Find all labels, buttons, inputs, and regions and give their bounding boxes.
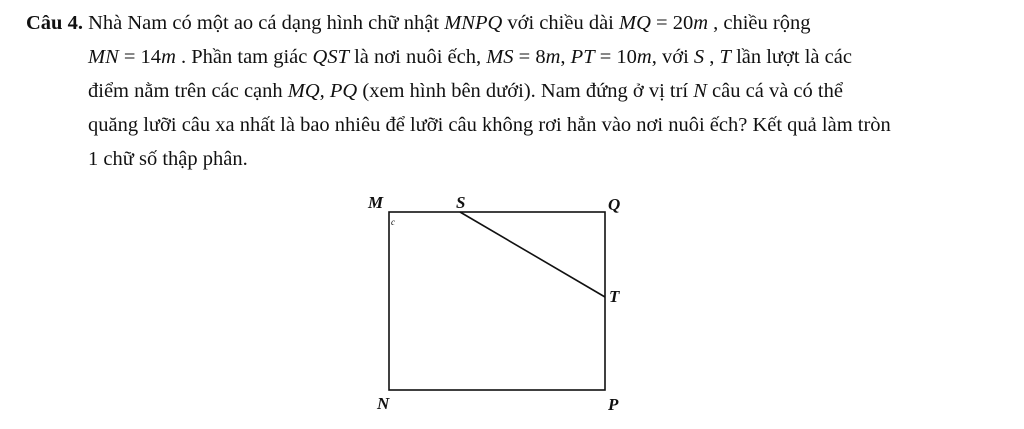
label-s: S — [456, 193, 466, 212]
pond-figure — [350, 188, 650, 424]
math-segment-mn: MN — [88, 46, 119, 68]
label-p: P — [608, 395, 619, 414]
math-unit: m — [636, 46, 652, 68]
math-value: = 8 — [513, 46, 546, 68]
math-value: = 20 — [650, 12, 694, 34]
text-segment: , chiều rộng — [708, 12, 811, 34]
math-separator: , — [560, 46, 571, 68]
math-unit: m — [693, 12, 709, 34]
label-m: M — [368, 193, 384, 212]
text-segment: (xem hình bên dưới). Nam đứng ở vị trí — [357, 80, 694, 102]
problem-line-2 — [26, 40, 1016, 74]
math-segment-mq: MQ — [619, 12, 651, 34]
math-segment-ms: MS — [486, 46, 514, 68]
pond-rectangle — [389, 212, 605, 390]
text-segment: câu cá và có thể — [706, 80, 843, 102]
problem-text — [26, 6, 1016, 176]
label-n: N — [377, 394, 390, 413]
segment-st — [460, 212, 605, 297]
problem-line-3 — [26, 74, 1016, 108]
corner-mark: c — [391, 217, 395, 227]
math-value: = 10 — [594, 46, 637, 68]
label-t: T — [609, 287, 620, 306]
text-segment: , với — [651, 46, 694, 68]
label-q: Q — [608, 195, 621, 214]
math-unit: m — [545, 46, 561, 68]
text-segment: lần lượt là các — [730, 46, 852, 68]
math-point-n: N — [693, 80, 707, 102]
math-triangle-name: QST — [312, 46, 349, 68]
text-segment: điểm nằm trên các cạnh — [88, 80, 288, 102]
pond-diagram — [350, 188, 650, 424]
math-unit: m — [161, 46, 176, 68]
math-value: = 14 — [118, 46, 162, 68]
math-edges: MQ, PQ — [287, 80, 358, 102]
text-segment: . Phần tam giác — [175, 46, 313, 68]
math-point-s: S — [693, 46, 705, 68]
problem-line-5: 1 chữ số thập phân. — [88, 148, 248, 170]
problem-line-1 — [26, 6, 1016, 40]
question-label: Câu 4. — [26, 12, 83, 34]
math-point-t: T — [719, 46, 731, 68]
math-rect-name: MNPQ — [444, 12, 503, 34]
text-segment: là nơi nuôi ếch, — [348, 46, 487, 68]
text-segment: , — [704, 46, 720, 68]
text-segment: Nhà Nam có một ao cá dạng hình chữ nhật — [82, 12, 445, 34]
problem-line-4: quăng lưỡi câu xa nhất là bao nhiêu để lưỡi câu không rơi hẳn vào nơi nuôi ếch? Kết quả làm tròn — [88, 114, 891, 136]
math-segment-pt: PT — [570, 46, 595, 68]
text-segment: với chiều dài — [502, 12, 619, 34]
